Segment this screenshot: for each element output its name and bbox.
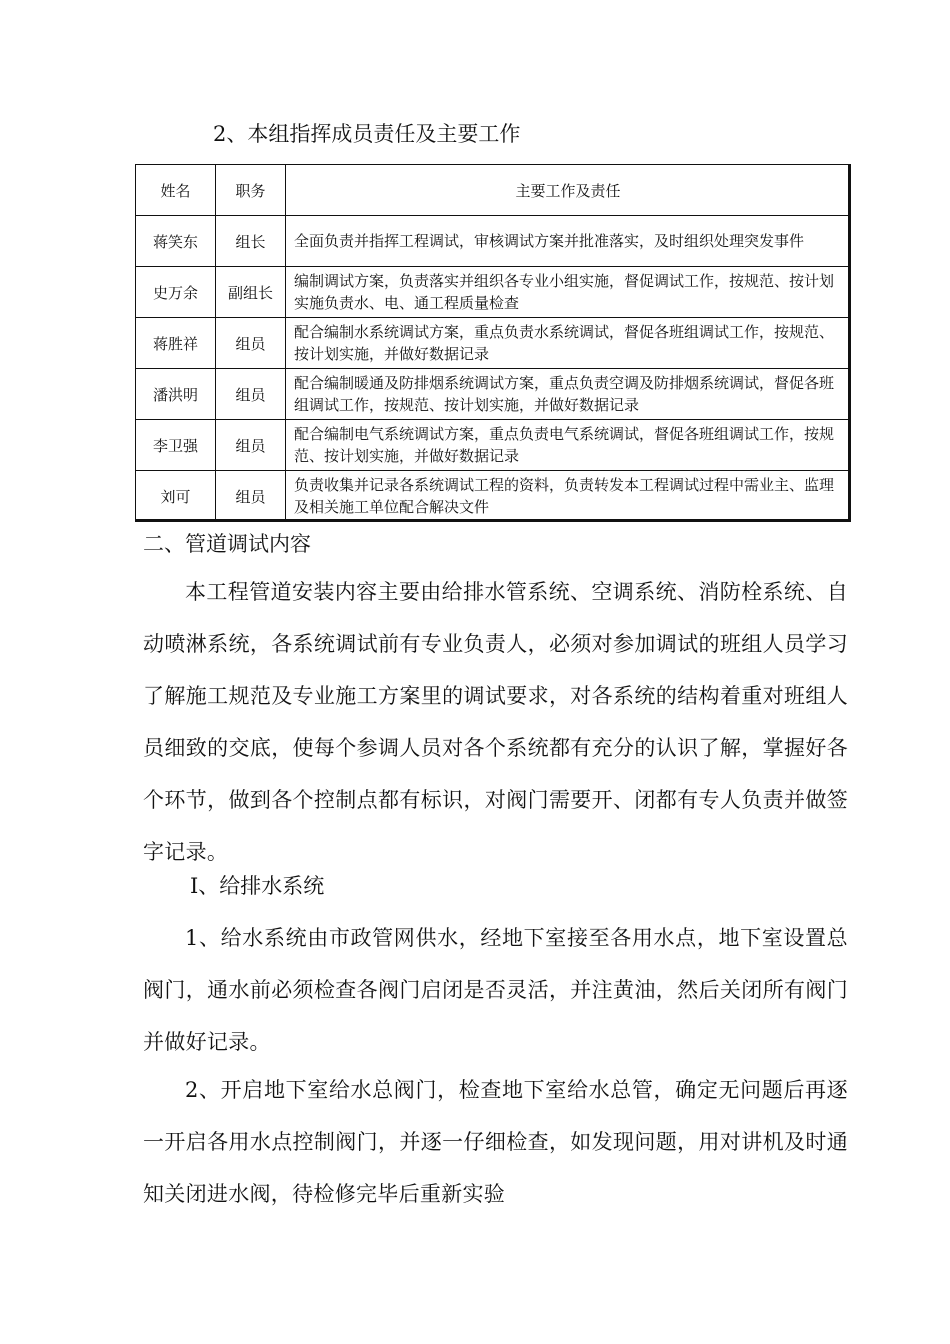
table-border-bottom [135, 519, 851, 522]
table-border-right [848, 164, 851, 522]
section-title: 2、本组指挥成员责任及主要工作 [213, 122, 521, 146]
member-role: 组员 [216, 369, 286, 420]
table-row [136, 216, 851, 267]
table-row [136, 369, 851, 420]
member-duty: 配合编制水系统调试方案，重点负责水系统调试，督促各班组调试工作，按规范、按计划实施，并做好数据记录 [286, 318, 851, 369]
header-role: 职务 [216, 165, 286, 216]
table-row [136, 267, 851, 318]
member-role: 组长 [216, 216, 286, 267]
body-paragraph: 本工程管道安装内容主要由给排水管系统、空调系统、消防栓系统、自动喷淋系统，各系统调试前有专业负责人，必须对参加调试的班组人员学习了解施工规范及专业施工方案里的调试要求，对各系统的结构着重对班组人员细致的交底，使每个参调人员对各个系统都有充分的认识了解，掌握好各个环节，做到各个控制点都有标识，对阀门需要开、闭都有专人负责并做签字记录。 [143, 580, 848, 864]
member-name: 李卫强 [136, 420, 216, 471]
member-duty: 配合编制暖通及防排烟系统调试方案，重点负责空调及防排烟系统调试，督促各班组调试工作，按规范、按计划实施，并做好数据记录 [286, 369, 851, 420]
header-name: 姓名 [136, 165, 216, 216]
member-duty: 编制调试方案，负责落实并组织各专业小组实施，督促调试工作，按规范、按计划实施负责水、电、通工程质量检查 [286, 267, 851, 318]
member-name: 蒋胜祥 [136, 318, 216, 369]
member-name: 史万余 [136, 267, 216, 318]
member-role: 组员 [216, 471, 286, 522]
header-duty: 主要工作及责任 [286, 165, 851, 216]
member-role: 副组长 [216, 267, 286, 318]
responsibility-table [135, 164, 851, 522]
section-heading: 二、管道调试内容 [143, 532, 311, 556]
table-row [136, 420, 851, 471]
member-name: 刘可 [136, 471, 216, 522]
table-header-row [136, 165, 851, 216]
body-paragraph: 1、给水系统由市政管网供水，经地下室接至各用水点，地下室设置总阀门，通水前必须检查各阀门启闭是否灵活，并注黄油，然后关闭所有阀门并做好记录。 [143, 926, 848, 1054]
member-role: 组员 [216, 420, 286, 471]
body-paragraph: 2、开启地下室给水总阀门，检查地下室给水总管，确定无问题后再逐一开启各用水点控制阀门，并逐一仔细检查，如发现问题，用对讲机及时通知关闭进水阀，待检修完毕后重新实验 [143, 1078, 848, 1206]
member-name: 蒋笑东 [136, 216, 216, 267]
table-row [136, 318, 851, 369]
member-duty: 负责收集并记录各系统调试工程的资料，负责转发本工程调试过程中需业主、监理及相关施工单位配合解决文件 [286, 471, 851, 522]
member-name: 潘洪明 [136, 369, 216, 420]
subsection-heading: Ⅰ、给排水系统 [190, 874, 325, 898]
member-duty: 全面负责并指挥工程调试，审核调试方案并批准落实，及时组织处理突发事件 [286, 216, 851, 267]
table-row [136, 471, 851, 522]
member-duty: 配合编制电气系统调试方案，重点负责电气系统调试，督促各班组调试工作，按规范、按计划实施，并做好数据记录 [286, 420, 851, 471]
member-role: 组员 [216, 318, 286, 369]
